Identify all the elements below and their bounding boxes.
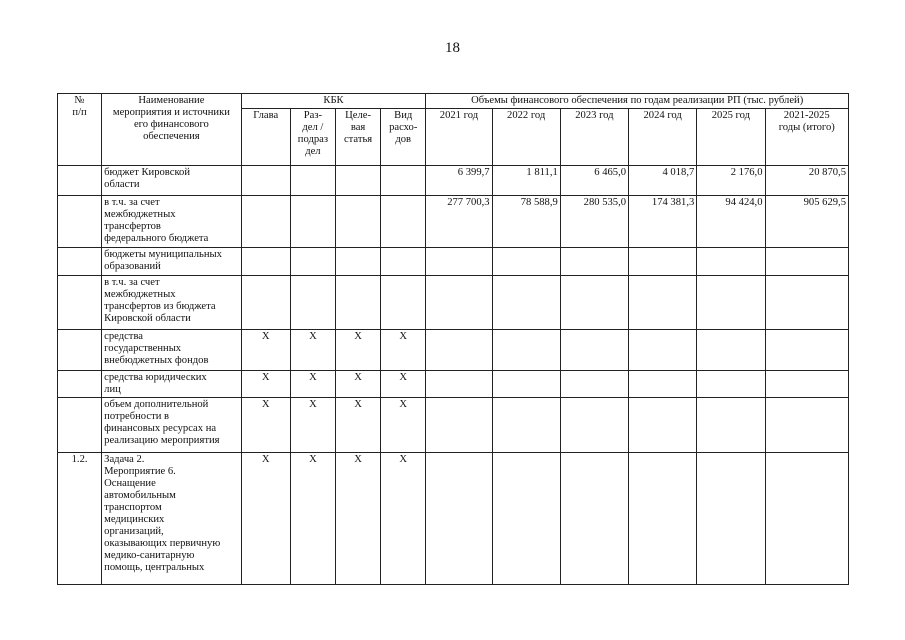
page-number: 18 — [445, 40, 460, 56]
value-cell — [426, 330, 492, 371]
kbk-cell: X — [290, 330, 335, 371]
row-name: бюджет Кировской области — [102, 166, 242, 196]
table-row — [58, 398, 849, 453]
kbk-cell — [290, 276, 335, 330]
value-cell: 280 535,0 — [560, 196, 628, 248]
table-row — [58, 276, 849, 330]
value-cell — [629, 371, 697, 398]
kbk-cell — [381, 196, 426, 248]
value-cell: 6 465,0 — [560, 166, 628, 196]
value-cell: 20 870,5 — [765, 166, 849, 196]
table-row — [58, 196, 849, 248]
value-cell — [492, 276, 560, 330]
value-cell — [492, 371, 560, 398]
table-row — [58, 166, 849, 196]
kbk-cell — [290, 248, 335, 276]
value-cell — [629, 248, 697, 276]
kbk-cell: X — [290, 398, 335, 453]
kbk-cell: X — [290, 371, 335, 398]
header-year-col: 2021 год — [426, 109, 492, 166]
value-cell — [426, 453, 492, 585]
row-name: объем дополнительной потребности в финансовых ресурсах на реализацию мероприятия — [102, 398, 242, 453]
kbk-cell — [381, 166, 426, 196]
kbk-cell: X — [335, 398, 380, 453]
kbk-cell: X — [335, 371, 380, 398]
table-row — [58, 330, 849, 371]
value-cell: 94 424,0 — [697, 196, 765, 248]
value-cell — [697, 330, 765, 371]
row-number — [58, 276, 102, 330]
value-cell — [426, 276, 492, 330]
table-body — [58, 166, 849, 585]
value-cell — [560, 276, 628, 330]
value-cell: 78 588,9 — [492, 196, 560, 248]
kbk-cell — [335, 276, 380, 330]
kbk-cell: X — [241, 453, 290, 585]
kbk-cell — [335, 166, 380, 196]
row-number — [58, 371, 102, 398]
kbk-cell: X — [290, 453, 335, 585]
value-cell: 2 176,0 — [697, 166, 765, 196]
header-funding: Объемы финансового обеспечения по годам реализации РП (тыс. рублей) — [426, 94, 849, 109]
value-cell — [765, 330, 849, 371]
table-row — [58, 248, 849, 276]
kbk-cell — [241, 248, 290, 276]
value-cell — [629, 276, 697, 330]
kbk-cell: X — [241, 371, 290, 398]
header-year-col: 2022 год — [492, 109, 560, 166]
table-row — [58, 371, 849, 398]
header-kbk-col: Глава — [241, 109, 290, 166]
value-cell — [765, 248, 849, 276]
table-row — [58, 453, 849, 585]
funding-table — [57, 93, 849, 585]
value-cell — [765, 453, 849, 585]
value-cell: 277 700,3 — [426, 196, 492, 248]
kbk-cell — [241, 276, 290, 330]
value-cell: 905 629,5 — [765, 196, 849, 248]
value-cell — [629, 453, 697, 585]
row-name: в т.ч. за счет межбюджетных трансфертов из бюджета Кировской области — [102, 276, 242, 330]
kbk-cell: X — [241, 330, 290, 371]
row-number — [58, 196, 102, 248]
value-cell — [765, 276, 849, 330]
value-cell — [697, 398, 765, 453]
row-number — [58, 398, 102, 453]
kbk-cell — [241, 166, 290, 196]
value-cell — [697, 248, 765, 276]
header-kbk-col: Раз- дел / подраз дел — [290, 109, 335, 166]
row-number — [58, 166, 102, 196]
header-year-col: 2021-2025 годы (итого) — [765, 109, 849, 166]
row-number: 1.2. — [58, 453, 102, 585]
value-cell — [765, 371, 849, 398]
kbk-cell: X — [241, 398, 290, 453]
value-cell — [697, 371, 765, 398]
value-cell: 6 399,7 — [426, 166, 492, 196]
value-cell — [560, 248, 628, 276]
header-name: Наименование мероприятия и источники его финансового обеспечения — [102, 94, 242, 166]
value-cell — [426, 371, 492, 398]
value-cell — [560, 453, 628, 585]
header-num: № п/п — [58, 94, 102, 166]
kbk-cell: X — [381, 398, 426, 453]
value-cell — [492, 453, 560, 585]
header-kbk-col: Целе- вая статья — [335, 109, 380, 166]
value-cell — [492, 248, 560, 276]
header-year-col: 2023 год — [560, 109, 628, 166]
row-number — [58, 248, 102, 276]
header-year-col: 2025 год — [697, 109, 765, 166]
kbk-cell: X — [381, 453, 426, 585]
row-number — [58, 330, 102, 371]
value-cell — [697, 276, 765, 330]
row-name: Задача 2. Мероприятие 6. Оснащение автомобильным транспортом медицинских организаций, оказывающих первичную медико-санитарную помощь, центральных — [102, 453, 242, 585]
value-cell — [629, 330, 697, 371]
kbk-cell — [381, 248, 426, 276]
value-cell — [426, 398, 492, 453]
kbk-cell: X — [381, 371, 426, 398]
value-cell — [492, 330, 560, 371]
kbk-cell: X — [381, 330, 426, 371]
header-kbk: КБК — [241, 94, 426, 109]
value-cell: 174 381,3 — [629, 196, 697, 248]
value-cell — [560, 371, 628, 398]
kbk-cell — [241, 196, 290, 248]
kbk-cell: X — [335, 330, 380, 371]
value-cell: 4 018,7 — [629, 166, 697, 196]
value-cell — [629, 398, 697, 453]
kbk-cell — [335, 248, 380, 276]
row-name: в т.ч. за счет межбюджетных трансфертов федерального бюджета — [102, 196, 242, 248]
value-cell — [426, 248, 492, 276]
value-cell: 1 811,1 — [492, 166, 560, 196]
value-cell — [560, 398, 628, 453]
header-year-col: 2024 год — [629, 109, 697, 166]
row-name: средства юридических лиц — [102, 371, 242, 398]
value-cell — [492, 398, 560, 453]
value-cell — [765, 398, 849, 453]
row-name: бюджеты муниципальных образований — [102, 248, 242, 276]
value-cell — [697, 453, 765, 585]
kbk-cell — [381, 276, 426, 330]
value-cell — [560, 330, 628, 371]
kbk-cell: X — [335, 453, 380, 585]
row-name: средства государственных внебюджетных фондов — [102, 330, 242, 371]
header-kbk-col: Вид расхо- дов — [381, 109, 426, 166]
kbk-cell — [290, 196, 335, 248]
kbk-cell — [335, 196, 380, 248]
kbk-cell — [290, 166, 335, 196]
